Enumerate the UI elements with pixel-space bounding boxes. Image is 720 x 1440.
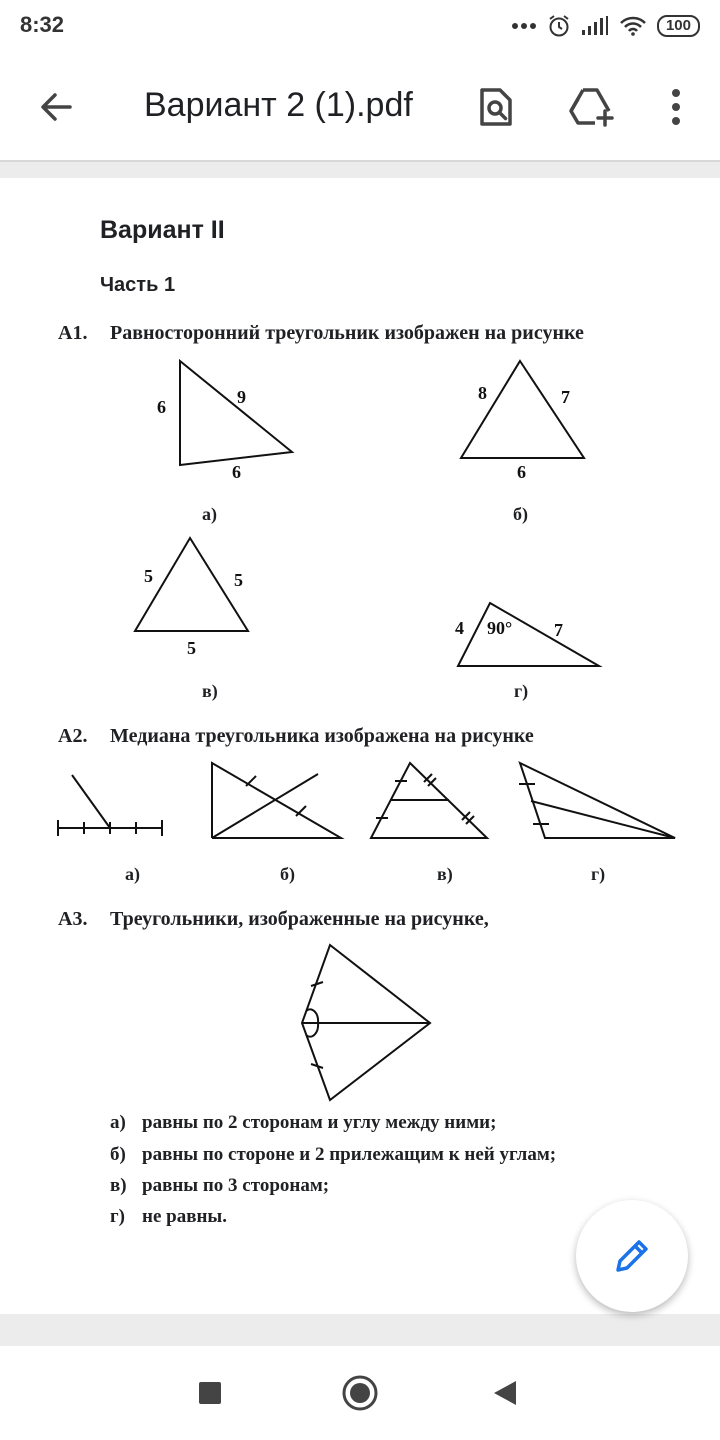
a2-figure-v: [371, 763, 487, 838]
back-button[interactable]: [26, 77, 86, 137]
back-triangle-icon: [492, 1379, 518, 1407]
figure-caption: г): [591, 864, 606, 884]
add-to-drive-button[interactable]: [562, 77, 622, 137]
a2-figure-a: [58, 775, 162, 836]
figure-caption: б): [280, 864, 295, 884]
question-text: Равносторонний треугольник изображен на рисунке: [110, 322, 584, 344]
option-letter: в): [110, 1175, 127, 1196]
status-icons: [511, 12, 700, 40]
side-label: 7: [561, 387, 570, 407]
a1-figure-b: [461, 361, 584, 482]
more-vert-icon: [671, 89, 681, 125]
figure-caption: б): [513, 504, 528, 524]
question-a3: [58, 908, 489, 931]
search-document-icon: [479, 87, 513, 127]
document-title: Вариант 2 (1).pdf: [144, 86, 413, 124]
a3-figure: [302, 945, 430, 1100]
figure-caption: в): [202, 681, 218, 701]
answer-option: [110, 1112, 496, 1134]
question-a2: [58, 725, 534, 748]
add-to-drive-icon: [569, 87, 615, 127]
a2-figure-b: [212, 763, 341, 838]
find-in-document-button[interactable]: [466, 77, 526, 137]
side-label: 5: [234, 570, 243, 590]
app-bar: [0, 52, 720, 162]
a2-figure-g: [519, 763, 675, 838]
question-number: А2.: [58, 725, 88, 747]
figure-caption: а): [125, 864, 140, 884]
a1-figure-g: [455, 603, 599, 666]
pdf-page[interactable]: [0, 178, 720, 1314]
a1-figure-a: [157, 361, 292, 482]
side-label: 9: [237, 387, 246, 407]
back-nav-button[interactable]: [480, 1368, 530, 1418]
a1-figure-v: [135, 538, 248, 658]
side-label: 6: [157, 397, 166, 417]
back-arrow-icon: [38, 89, 74, 125]
side-label: 5: [187, 638, 196, 658]
answer-option: [110, 1144, 556, 1166]
option-text: равны по 3 сторонам;: [142, 1175, 330, 1196]
figure-caption: в): [437, 864, 453, 884]
question-number: А1.: [58, 322, 88, 344]
battery-icon: 100: [657, 15, 700, 37]
recents-button[interactable]: [185, 1368, 235, 1418]
home-circle-icon: [341, 1374, 379, 1412]
edit-fab-button[interactable]: [576, 1200, 688, 1312]
edit-pencil-icon: [612, 1236, 652, 1276]
option-letter: б): [110, 1144, 126, 1165]
question-text: Треугольники, изображенные на рисунке,: [110, 908, 489, 930]
option-text: равны по 2 сторонам и углу между ними;: [142, 1112, 497, 1133]
figure-caption: г): [514, 681, 529, 701]
side-label: 4: [455, 618, 464, 638]
angle-label: 90°: [487, 618, 513, 638]
option-letter: г): [110, 1206, 125, 1227]
variant-heading: Вариант II: [100, 216, 225, 244]
side-label: 6: [232, 462, 241, 482]
more-dots-icon: [511, 22, 537, 30]
recents-square-icon: [198, 1381, 222, 1405]
option-letter: а): [110, 1112, 126, 1133]
side-label: 5: [144, 566, 153, 586]
option-text: не равны.: [142, 1206, 227, 1227]
signal-icon: [581, 16, 609, 36]
side-label: 8: [478, 383, 487, 403]
home-button[interactable]: [335, 1368, 385, 1418]
question-number: А3.: [58, 908, 88, 930]
option-text: равны по стороне и 2 прилежащим к ней углам;: [142, 1144, 557, 1165]
more-options-button[interactable]: [646, 77, 706, 137]
side-label: 6: [517, 462, 526, 482]
figure-caption: а): [202, 504, 217, 524]
status-bar: [0, 0, 720, 52]
alarm-icon: [547, 14, 571, 38]
navigation-bar: [0, 1346, 720, 1440]
status-time: 8:32: [20, 12, 65, 37]
answer-option: [110, 1175, 329, 1197]
answer-option: [110, 1206, 227, 1228]
question-text: Медиана треугольника изображена на рисунке: [110, 725, 534, 747]
part-heading: Часть 1: [100, 274, 176, 296]
wifi-icon: [619, 16, 647, 36]
side-label: 7: [554, 620, 563, 640]
